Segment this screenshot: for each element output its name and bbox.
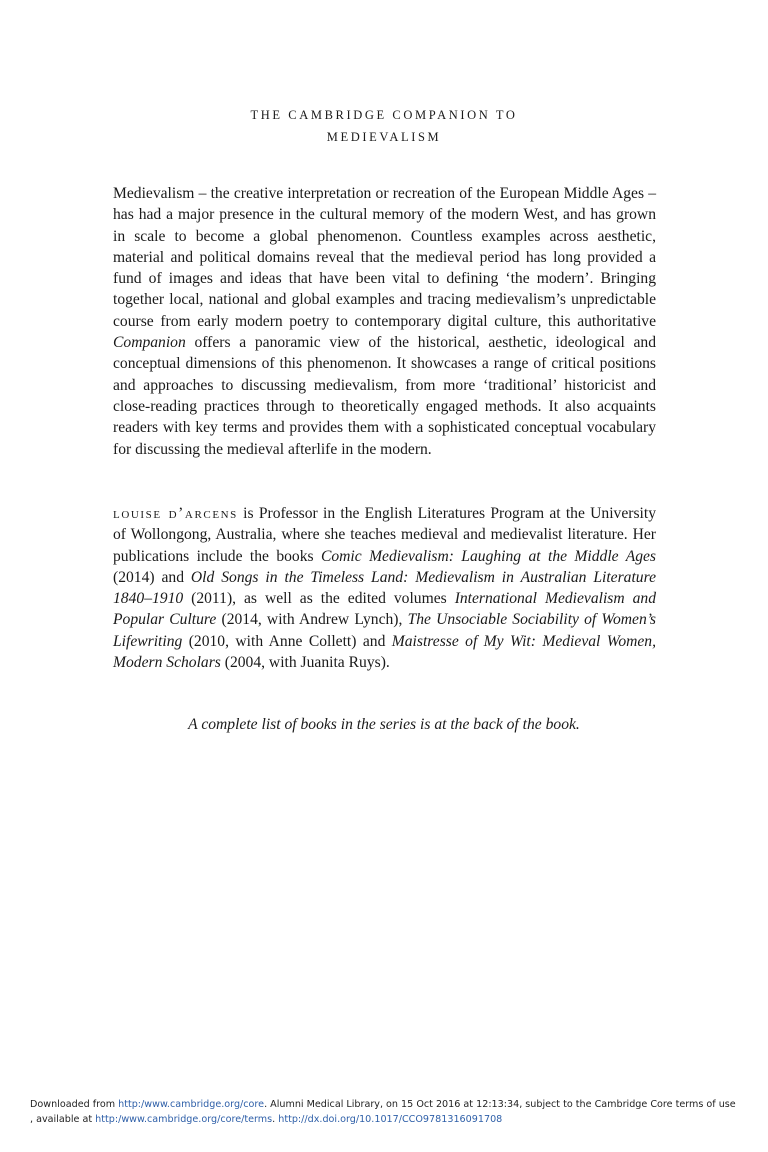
author-bio-text-3: (2011), as well as the edited volumes <box>183 590 455 608</box>
book-title-3: International Medievalism and Popular Culture <box>113 590 656 629</box>
book-title-2: Old Songs in the Timeless Land: Medievalism in Australian Literature 1840–1910 <box>113 568 656 608</box>
footer-line-1 <box>30 1097 765 1112</box>
cambridge-core-link[interactable]: http:/www.cambridge.org/core <box>118 1099 265 1110</box>
footer-line-2 <box>30 1112 765 1127</box>
footer-line2-prefix: , available at <box>30 1114 96 1125</box>
footer-access-info: . Alumni Medical Library, on 15 Oct 2016 at 12:13:34, subject to the Cambridge Core terms of use <box>264 1099 736 1110</box>
series-note: A complete list of books in the series is at the back of the book. <box>188 716 580 733</box>
description-italic-companion: Companion <box>113 334 186 352</box>
book-description <box>113 183 656 460</box>
series-title-line-2: MEDIEVALISM <box>326 130 442 144</box>
author-bio-text-6: (2004, with Juanita Ruys). <box>220 654 390 672</box>
author-bio-text-2: (2014) and <box>113 568 191 586</box>
book-title-5: Maistresse of My Wit: Medieval Women, Modern Scholars <box>113 632 656 672</box>
author-bio-text-5: (2010, with Anne Collett) and <box>182 632 392 650</box>
author-bio-text-1: is Professor in the English Literatures Program at the University of Wollongong, Australia, where she teaches medieval and medievalist literature. Her publications include the books <box>113 505 656 565</box>
doi-link[interactable]: http://dx.doi.org/10.1017/CCO9781316091708 <box>278 1114 503 1125</box>
download-footer <box>30 1097 765 1127</box>
description-text-2: offers a panoramic view of the historical, aesthetic, ideological and conceptual dimensions of this phenomenon. It showcases a range of critical positions and approaches to discussing medievalism, from more ‘traditional’ historicist and close-reading practices through to theoretically engaged methods. It also acquaints readers with key terms and provides them with a sophisticated conceptual vocabulary for discussing the medieval afterlife in the modern. <box>113 334 656 458</box>
description-text-1: Medievalism – the creative interpretation or recreation of the European Middle Ages – has had a major presence in the cultural memory of the modern West, and has grown in scale to become a global phenomenon. Countless examples across aesthetic, material and political domains reveal that the medieval period has long provided a fund of images and ideas that have been vital to defining ‘the modern’. Bringing together local, national and global examples and tracing medievalism’s unpredictable course from early modern poetry to contemporary digital culture, this authoritative <box>113 185 656 330</box>
series-title-line-1: THE CAMBRIDGE COMPANION TO <box>250 108 518 122</box>
footer-prefix: Downloaded from <box>30 1099 119 1110</box>
author-bio-text-4: (2014, with Andrew Lynch), <box>216 611 408 629</box>
book-title-4: The Unsociable Sociability of Women’s Lifewriting <box>113 611 656 650</box>
series-title <box>0 104 768 148</box>
footer-separator: . <box>272 1114 279 1125</box>
author-bio <box>113 503 656 673</box>
author-name: louise d’arcens <box>113 505 238 522</box>
terms-link[interactable]: http:/www.cambridge.org/core/terms <box>95 1114 273 1125</box>
book-title-1: Comic Medievalism: Laughing at the Middle Ages <box>320 547 657 565</box>
